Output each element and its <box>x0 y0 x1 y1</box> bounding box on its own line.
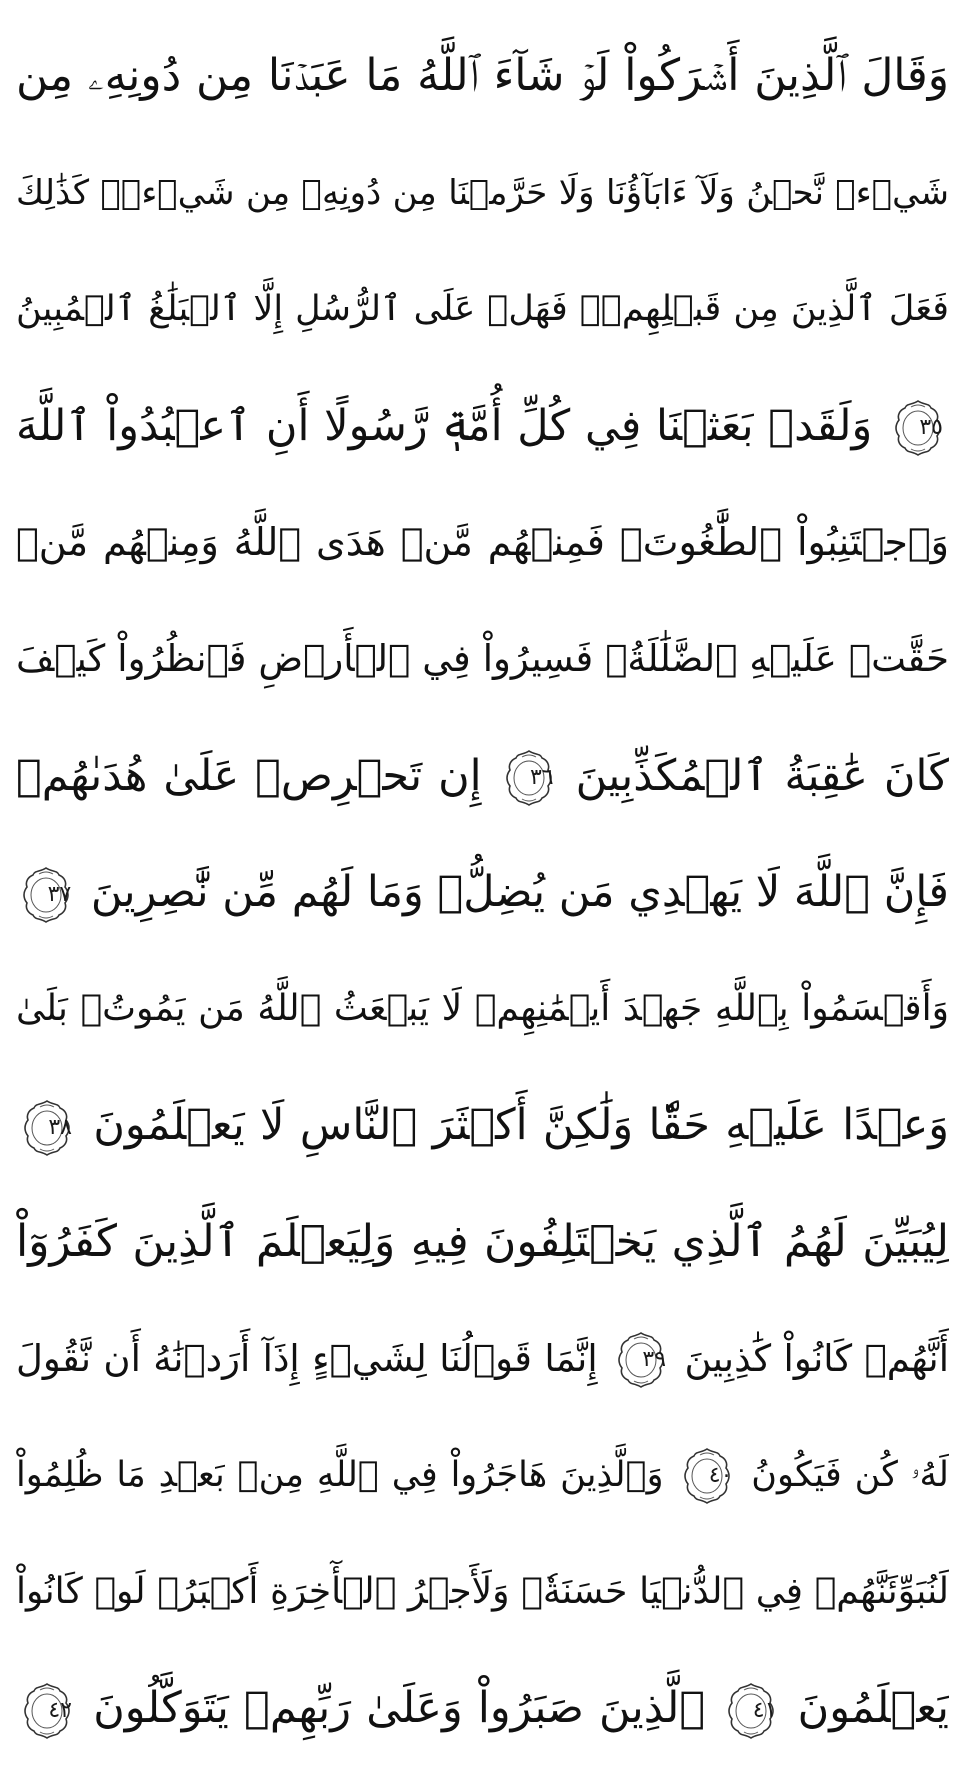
ayah-number-marker <box>22 1682 72 1740</box>
verse-text: أَنَّهُمۡ كَانُواْ كَٰذِبِينَ <box>684 1336 949 1380</box>
verse-text: وَقَالَ ٱلَّذِينَ أَشۡرَكُواْ لَوۡ شَآءَ ٱللَّهُ مَا عَبَدۡنَا مِن دُونِهِۦ مِن <box>16 50 949 101</box>
verse-text: كَانَ عَٰقِبَةُ ٱلۡمُكَذِّبِينَ <box>575 750 949 801</box>
ayah-number: ٤٢ <box>48 1697 72 1723</box>
verse-text: وَعۡدًا عَلَيۡهِ حَقّٗا وَلَٰكِنَّ أَكۡثَرَ ٱلنَّاسِ لَا يَعۡلَمُونَ <box>93 1100 949 1151</box>
verse-text: وَلَقَدۡ بَعَثۡنَا فِي كُلِّ أُمَّةٖ رَّسُولًا أَنِ ٱعۡبُدُواْ ٱللَّهَ <box>16 400 873 451</box>
verse-text: وَٱجۡتَنِبُواْ ٱلطَّٰغُوتَۖ فَمِنۡهُم مَّنۡ هَدَى ٱللَّهُ وَمِنۡهُم مَّنۡ <box>16 520 949 565</box>
ayah-number: ٣٥ <box>919 415 943 441</box>
verse-text: حَقَّتۡ عَلَيۡهِ ٱلضَّلَٰلَةُۚ فَسِيرُواْ فِي ٱلۡأَرۡضِ فَٱنظُرُواْ كَيۡفَ <box>16 636 949 680</box>
ayah-number: ٤٠ <box>708 1463 733 1489</box>
ayah-number: ٣٨ <box>48 1114 72 1140</box>
ayah-number-marker <box>21 866 71 924</box>
verse-line <box>16 135 949 252</box>
verse-text: لَنُبَوِّئَنَّهُمۡ فِي ٱلدُّنۡيَا حَسَنَةٗۖ وَلَأَجۡرُ ٱلۡأٓخِرَةِ أَكۡبَرُۚ لَوۡ كَانُواْ <box>16 1570 949 1612</box>
verse-line <box>16 1417 949 1534</box>
verse-text: وَٱلَّذِينَ هَاجَرُواْ فِي ٱللَّهِ مِنۢ بَعۡدِ مَا ظُلِمُواْ <box>16 1455 664 1496</box>
verse-text: إِن تَحۡرِصۡ عَلَىٰ هُدَىٰهُمۡ <box>16 750 482 801</box>
verse-line <box>16 834 949 951</box>
ayah-number: ٣٩ <box>642 1347 667 1373</box>
verse-line <box>16 18 949 135</box>
verse-line <box>16 251 949 368</box>
verse-text: لِيُبَيِّنَ لَهُمُ ٱلَّذِي يَخۡتَلِفُونَ فِيهِ وَلِيَعۡلَمَ ٱلَّذِينَ كَفَرُوٓاْ <box>16 1215 949 1267</box>
verse-text: يَعۡلَمُونَ <box>797 1683 949 1734</box>
verse-text: إِنَّمَا قَوۡلُنَا لِشَيۡءٍ إِذَآ أَرَدۡنَٰهُ أَن نَّقُولَ <box>16 1336 598 1380</box>
verse-line <box>16 718 949 835</box>
ayah-number: ٣٧ <box>47 881 72 907</box>
verse-line <box>16 368 949 485</box>
verse-text: ٱلَّذِينَ صَبَرُواْ وَعَلَىٰ رَبِّهِمۡ يَتَوَكَّلُونَ <box>93 1683 706 1734</box>
ayah-number: ٤١ <box>752 1697 777 1723</box>
ayah-number: ٣٦ <box>529 765 554 791</box>
verse-text: وَأَقۡسَمُواْ بِٱللَّهِ جَهۡدَ أَيۡمَٰنِهِمۡ لَا يَبۡعَثُ ٱللَّهُ مَن يَمُوتُۚ بَلَىٰ <box>16 987 949 1029</box>
verse-line <box>16 1184 949 1301</box>
verse-line <box>16 1067 949 1184</box>
verse-line <box>16 1301 949 1418</box>
verse-text: شَيۡءٖ نَّحۡنُ وَلَآ ءَابَآؤُنَا وَلَا حَرَّمۡنَا مِن دُونِهِۦ مِن شَيۡءٖۚ كَذَٰلِكَ <box>16 172 949 213</box>
ayah-number-marker <box>22 1099 72 1157</box>
verse-line <box>16 951 949 1068</box>
ayah-number-marker <box>893 399 943 457</box>
verse-text: لَهُۥ كُن فَيَكُونُ <box>751 1455 949 1496</box>
ayah-number-marker <box>726 1682 776 1740</box>
ayah-number-marker <box>616 1331 666 1389</box>
verse-text: فَإِنَّ ٱللَّهَ لَا يَهۡدِي مَن يُضِلُّۖ وَمَا لَهُم مِّن نَّٰصِرِينَ <box>90 867 949 918</box>
verse-line <box>16 484 949 601</box>
ayah-number-marker <box>504 749 554 807</box>
verse-line <box>16 1650 949 1767</box>
verse-text: فَعَلَ ٱلَّذِينَ مِن قَبۡلِهِمۡۚ فَهَلۡ عَلَى ٱلرُّسُلِ إِلَّا ٱلۡبَلَٰغُ ٱلۡمُبِينُ <box>16 289 949 330</box>
verse-line <box>16 1534 949 1651</box>
verse-line <box>16 601 949 718</box>
ayah-number-marker <box>682 1447 732 1505</box>
